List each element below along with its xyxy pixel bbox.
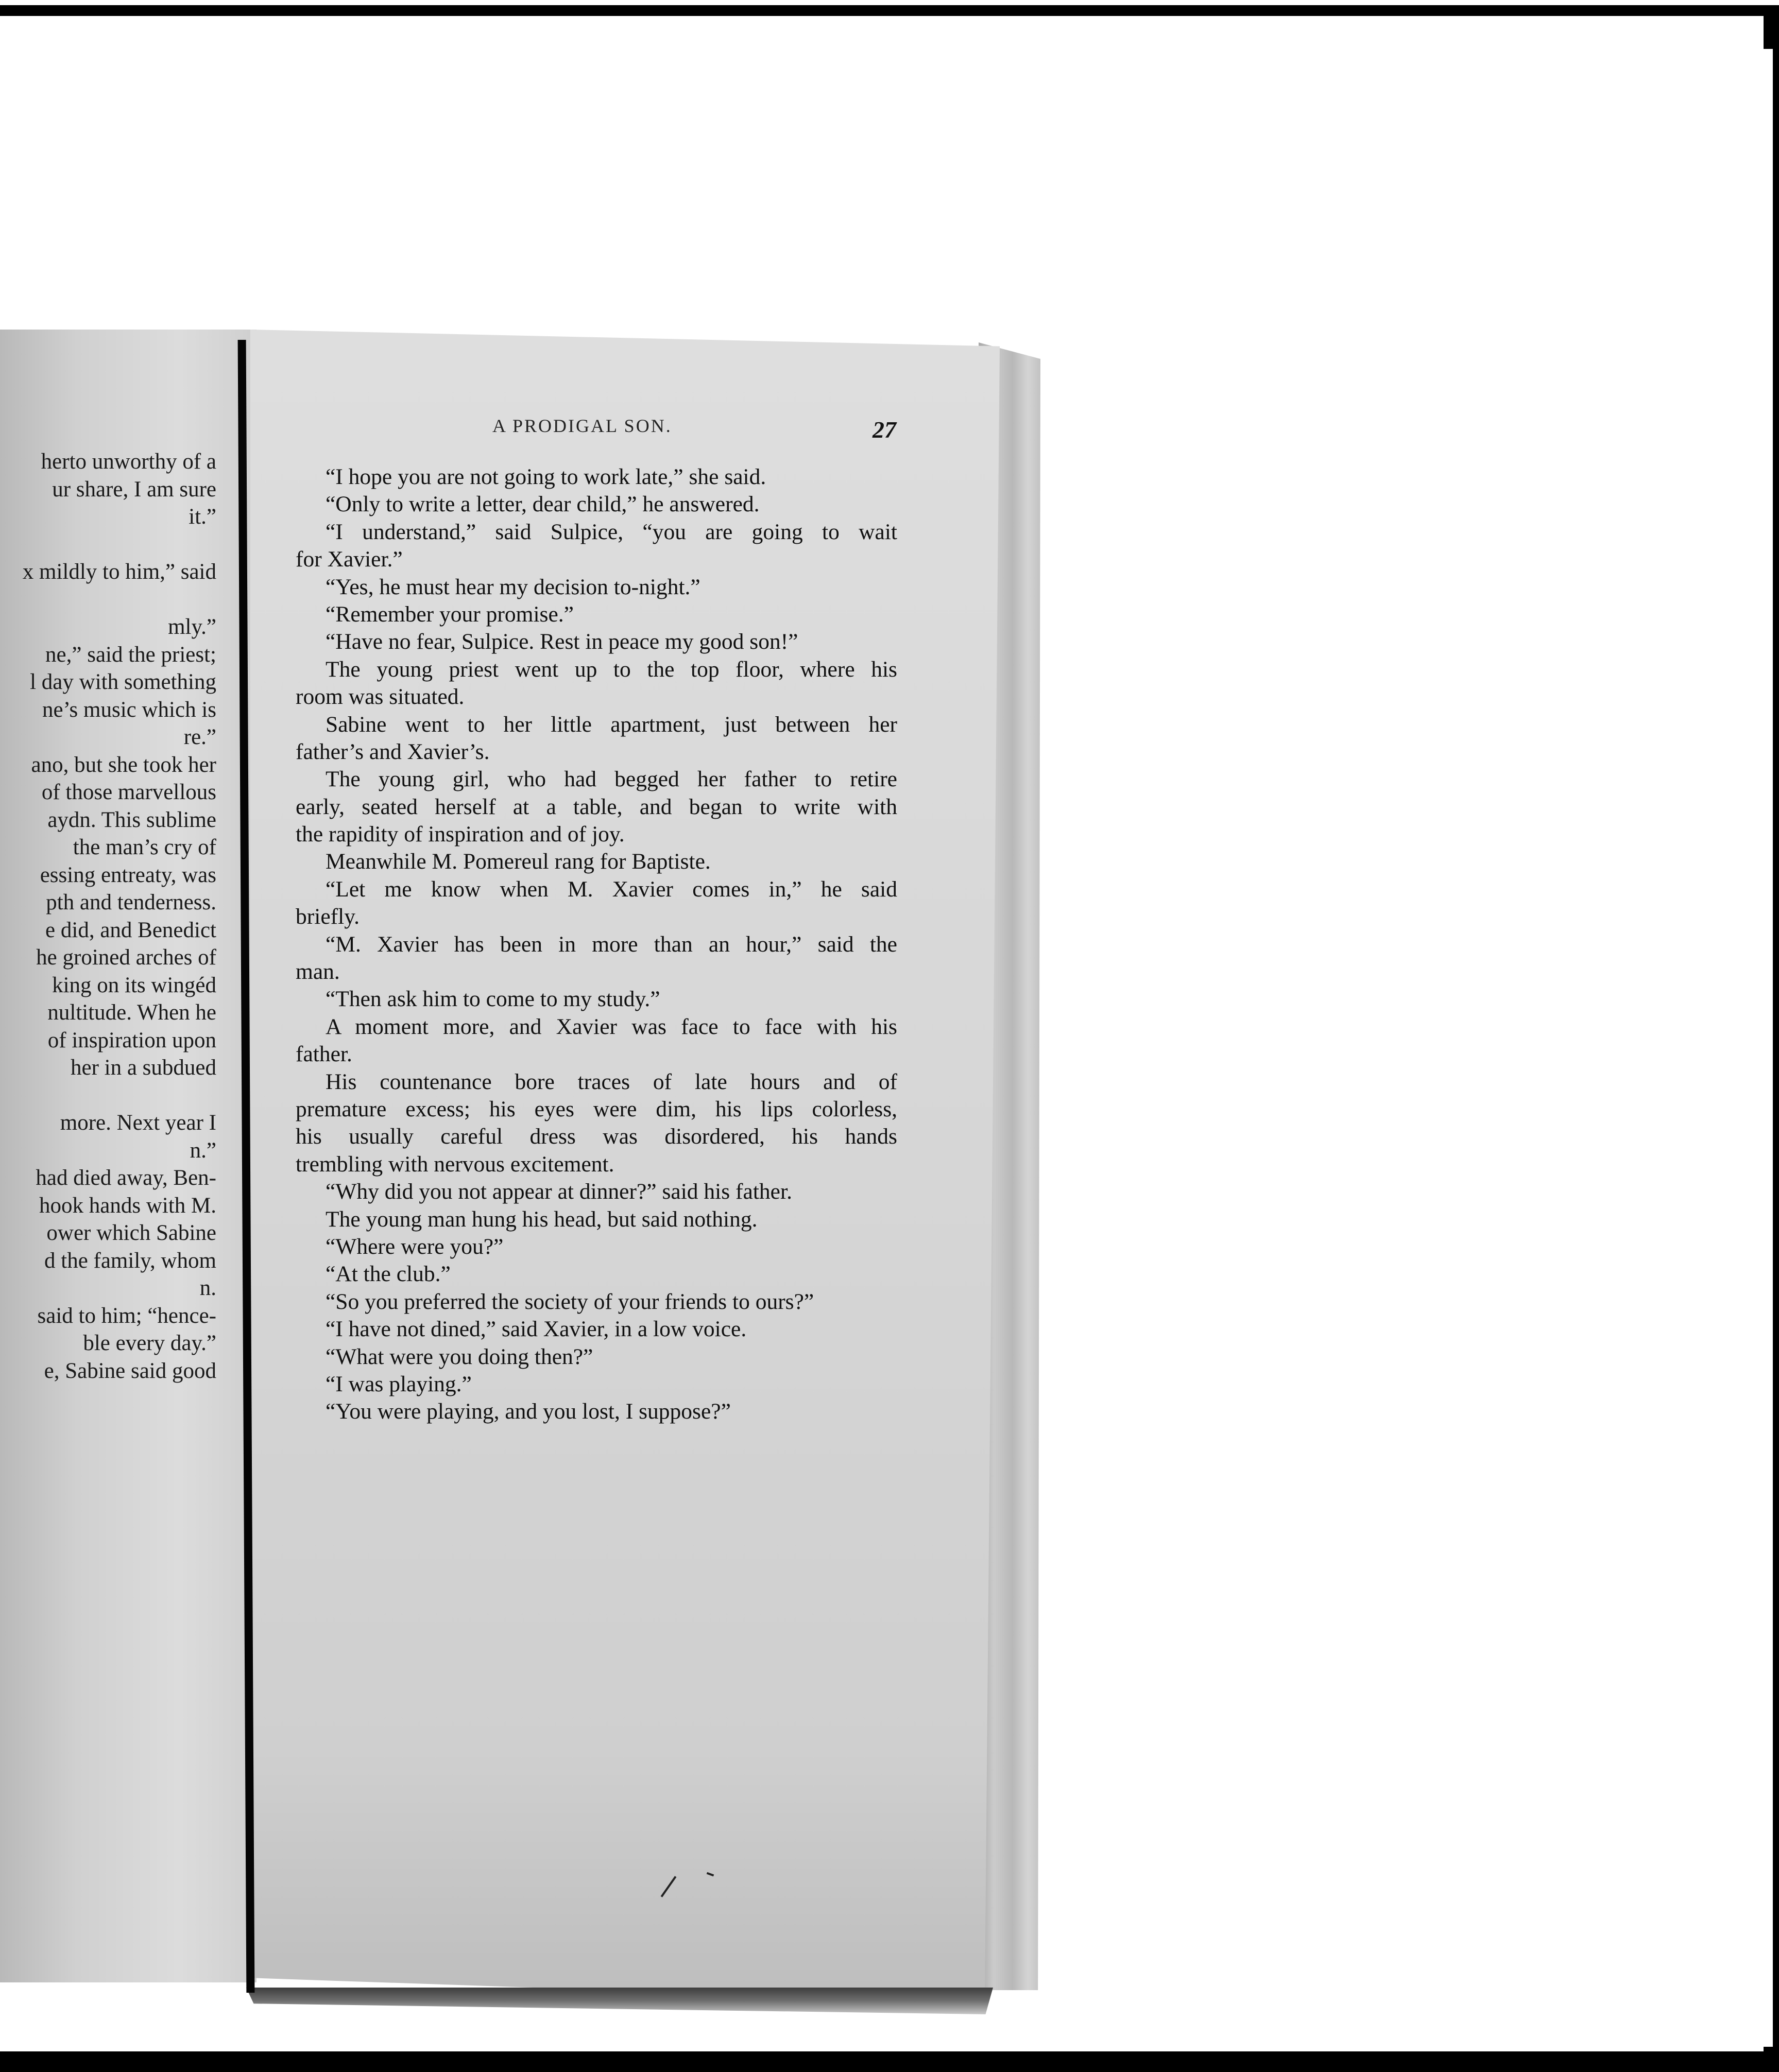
text-line: The young girl, who had begged her father to retire xyxy=(326,767,897,792)
right-page-text xyxy=(296,463,897,1426)
text-line: x mildly to him,” said xyxy=(22,560,216,584)
text-line: man. xyxy=(296,959,340,985)
text-line: the rapidity of inspiration and of joy. xyxy=(296,822,625,847)
text-line: father’s and Xavier’s. xyxy=(296,739,490,764)
text-line: early, seated herself at a table, and began to write with xyxy=(296,794,897,819)
text-line: nultitude. When he xyxy=(47,1000,216,1025)
text-line: it.” xyxy=(189,505,216,529)
text-line: his usually careful dress was disordered, his hands xyxy=(296,1124,897,1149)
text-line: The young man hung his head, but said nothing. xyxy=(326,1206,758,1232)
text-line: l day with something xyxy=(30,670,216,694)
text-line: n.” xyxy=(190,1138,216,1163)
text-line: ne,” said the priest; xyxy=(45,642,216,667)
text-line: herto unworthy of a xyxy=(41,450,216,474)
text-line: “M. Xavier has been in more than an hour,” said the xyxy=(326,931,897,957)
left-page xyxy=(0,330,256,1982)
text-line: “Only to write a letter, dear child,” he answered. xyxy=(326,492,760,517)
text-line: n. xyxy=(199,1276,216,1300)
text-line: d the family, whom xyxy=(44,1248,216,1273)
text-line: “Where were you?” xyxy=(326,1234,504,1259)
running-head: A PRODIGAL SON. xyxy=(492,416,672,436)
scan-top-border xyxy=(0,0,1779,5)
text-line: Meanwhile M. Pomereul rang for Baptiste. xyxy=(326,849,711,874)
text-line: “What were you doing then?” xyxy=(326,1344,593,1369)
text-line: “So you preferred the society of your friends to ours?” xyxy=(326,1289,814,1314)
text-line: “You were playing, and you lost, I suppose?” xyxy=(326,1399,731,1424)
text-line: ne’s music which is xyxy=(42,697,216,722)
text-line: re.” xyxy=(183,725,216,749)
text-line xyxy=(0,1082,216,1110)
text-line: of those marvellous xyxy=(41,780,216,804)
text-line: her in a subdued xyxy=(70,1056,216,1080)
text-line: briefly. xyxy=(296,904,360,929)
left-page-text xyxy=(0,448,216,1385)
text-line: “I have not dined,” said Xavier, in a low voice. xyxy=(326,1317,747,1342)
text-line: father. xyxy=(296,1042,352,1067)
text-line: e, Sabine said good xyxy=(44,1358,216,1383)
text-line: “At the club.” xyxy=(326,1262,451,1287)
scan-right-edge xyxy=(1764,49,1773,2047)
text-line: “I was playing.” xyxy=(326,1371,472,1396)
text-line: king on its wingéd xyxy=(52,973,216,997)
text-line: His countenance bore traces of late hours and of xyxy=(326,1069,897,1094)
text-line: The young priest went up to the top floor, where his xyxy=(326,657,897,682)
text-line: said to him; “hence- xyxy=(37,1303,216,1328)
text-line: had died away, Ben- xyxy=(36,1166,216,1190)
text-line: for Xavier.” xyxy=(296,547,403,572)
text-line: “Let me know when M. Xavier comes in,” he said xyxy=(326,876,897,902)
text-line: hook hands with M. xyxy=(39,1193,216,1218)
text-line: “Yes, he must hear my decision to-night.” xyxy=(326,574,700,599)
text-line: ower which Sabine xyxy=(46,1221,216,1245)
text-line: “I hope you are not going to work late,” she said. xyxy=(326,464,766,489)
text-line: mly.” xyxy=(168,615,216,639)
text-line: Sabine went to her little apartment, just between her xyxy=(326,712,897,737)
text-line: ble every day.” xyxy=(83,1331,216,1355)
text-line: premature excess; his eyes were dim, his lips colorless, xyxy=(296,1096,897,1121)
text-line xyxy=(0,586,216,614)
text-line: ur share, I am sure xyxy=(52,477,216,502)
text-line: aydn. This sublime xyxy=(47,807,216,832)
text-line: the man’s cry of xyxy=(73,835,216,859)
text-line: of inspiration upon xyxy=(47,1028,216,1052)
text-line: e did, and Benedict xyxy=(45,918,216,942)
text-line: room was situated. xyxy=(296,684,465,710)
text-line: “Then ask him to come to my study.” xyxy=(326,987,660,1012)
text-line: more. Next year I xyxy=(60,1111,216,1135)
text-line: A moment more, and Xavier was face to face with his xyxy=(326,1014,897,1039)
text-line: pth and tenderness. xyxy=(46,890,216,914)
text-line: “Have no fear, Sulpice. Rest in peace my good son!” xyxy=(326,629,798,654)
text-line: ano, but she took her xyxy=(31,752,216,777)
text-line: he groined arches of xyxy=(36,945,216,970)
text-line: “Why did you not appear at dinner?” said his father. xyxy=(326,1179,792,1204)
text-line: trembling with nervous excitement. xyxy=(296,1151,614,1177)
text-line: “I understand,” said Sulpice, “you are going to wait xyxy=(326,519,897,544)
page-number: 27 xyxy=(873,417,896,443)
text-line: essing entreaty, was xyxy=(40,862,216,887)
text-line xyxy=(0,531,216,559)
text-line: “Remember your promise.” xyxy=(326,601,574,627)
